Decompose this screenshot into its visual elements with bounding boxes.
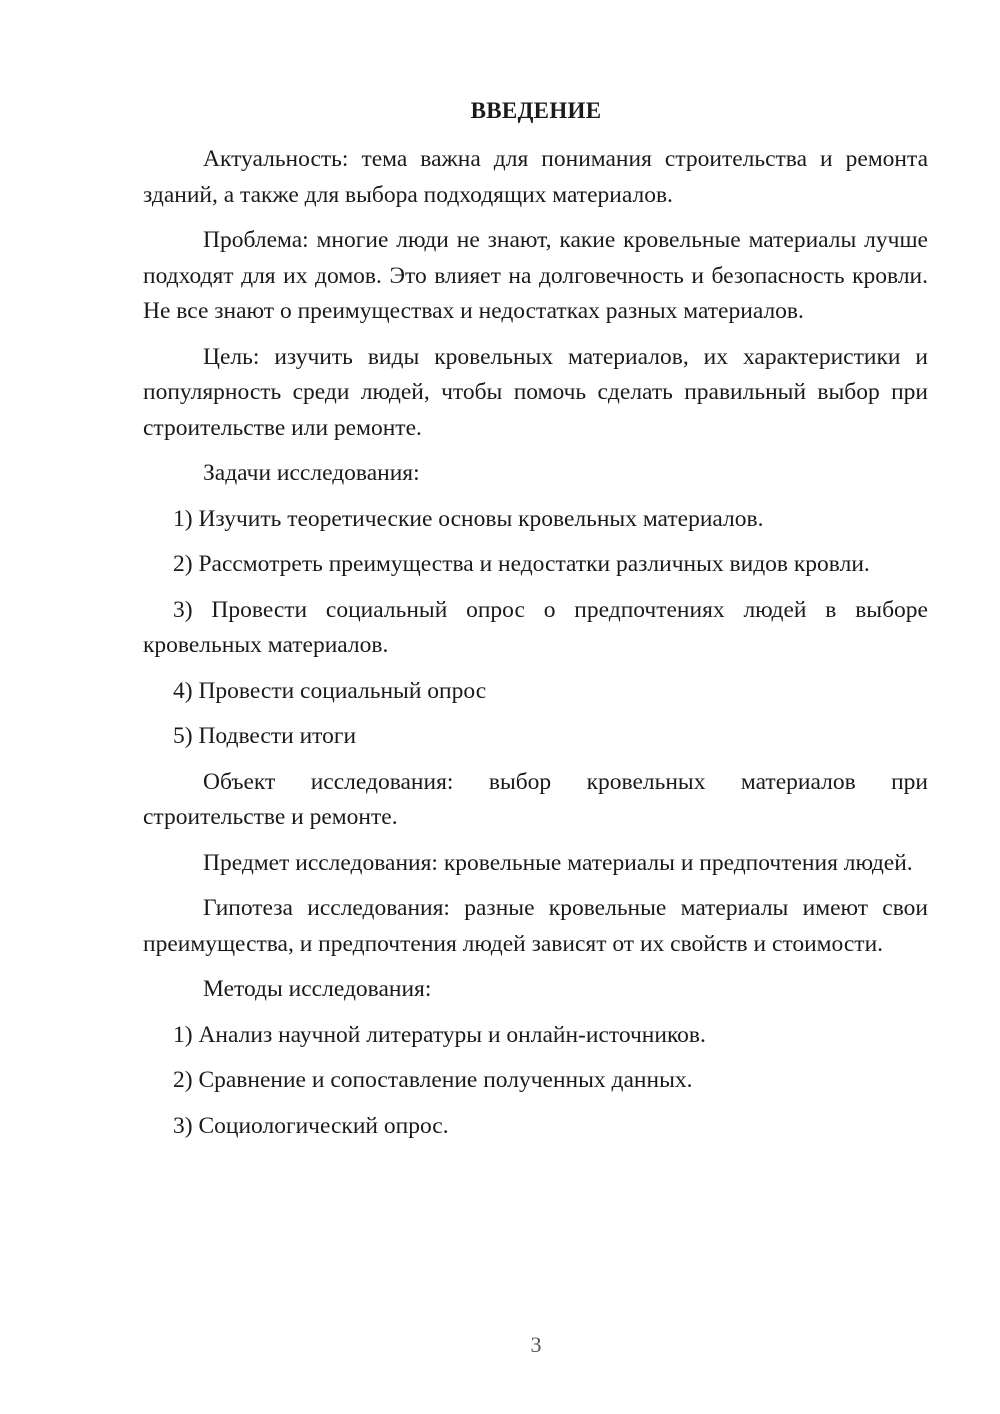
list-item-task-3: 3) Провести социальный опрос о предпочтениях людей в выборе кровельных материалов. bbox=[143, 596, 928, 658]
document-body bbox=[143, 142, 928, 1154]
list-item-method-3: 3) Социологический опрос. bbox=[173, 1112, 449, 1139]
page-number: 3 bbox=[530, 1332, 542, 1357]
list-item-method-1: 1) Анализ научной литературы и онлайн-источников. bbox=[173, 1021, 706, 1048]
paragraph-methods-heading: Методы исследования: bbox=[203, 976, 432, 1002]
list-item-task-5: 5) Подвести итоги bbox=[173, 723, 357, 749]
list-item-method-2: 2) Сравнение и сопоставление полученных данных. bbox=[173, 1067, 693, 1093]
list-item-task-2: 2) Рассмотреть преимущества и недостатки различных видов кровли. bbox=[173, 551, 870, 577]
paragraph-tasks-heading: Задачи исследования: bbox=[203, 460, 420, 486]
list-item-task-1: 1) Изучить теоретические основы кровельных материалов. bbox=[173, 505, 764, 532]
paragraph-object: Объект исследования: выбор кровельных материалов при строительстве и ремонте. bbox=[143, 768, 928, 830]
list-item-task-4: 4) Провести социальный опрос bbox=[173, 677, 487, 704]
paragraph-problem: Проблема: многие люди не знают, какие кровельные материалы лучше подходят для их домов. Это влияет на долговечность и безопасность кровли. Не все знают о преимуществах и недостатках разных материалов. bbox=[143, 227, 928, 324]
paragraph-hypothesis: Гипотеза исследования: разные кровельные материалы имеют свои преимущества, и предпочтения людей зависят от их свойств и стоимости. bbox=[143, 895, 928, 957]
section-title: ВВЕДЕНИЕ bbox=[470, 98, 602, 123]
paragraph-relevance: Актуальность: тема важна для понимания строительства и ремонта зданий, а также для выбора подходящих материалов. bbox=[143, 146, 928, 208]
paragraph-goal: Цель: изучить виды кровельных материалов, их характеристики и популярность среди людей, чтобы помочь сделать правильный выбор при строительстве или ремонте. bbox=[143, 343, 928, 441]
paragraph-subject: Предмет исследования: кровельные материалы и предпочтения людей. bbox=[203, 849, 913, 876]
